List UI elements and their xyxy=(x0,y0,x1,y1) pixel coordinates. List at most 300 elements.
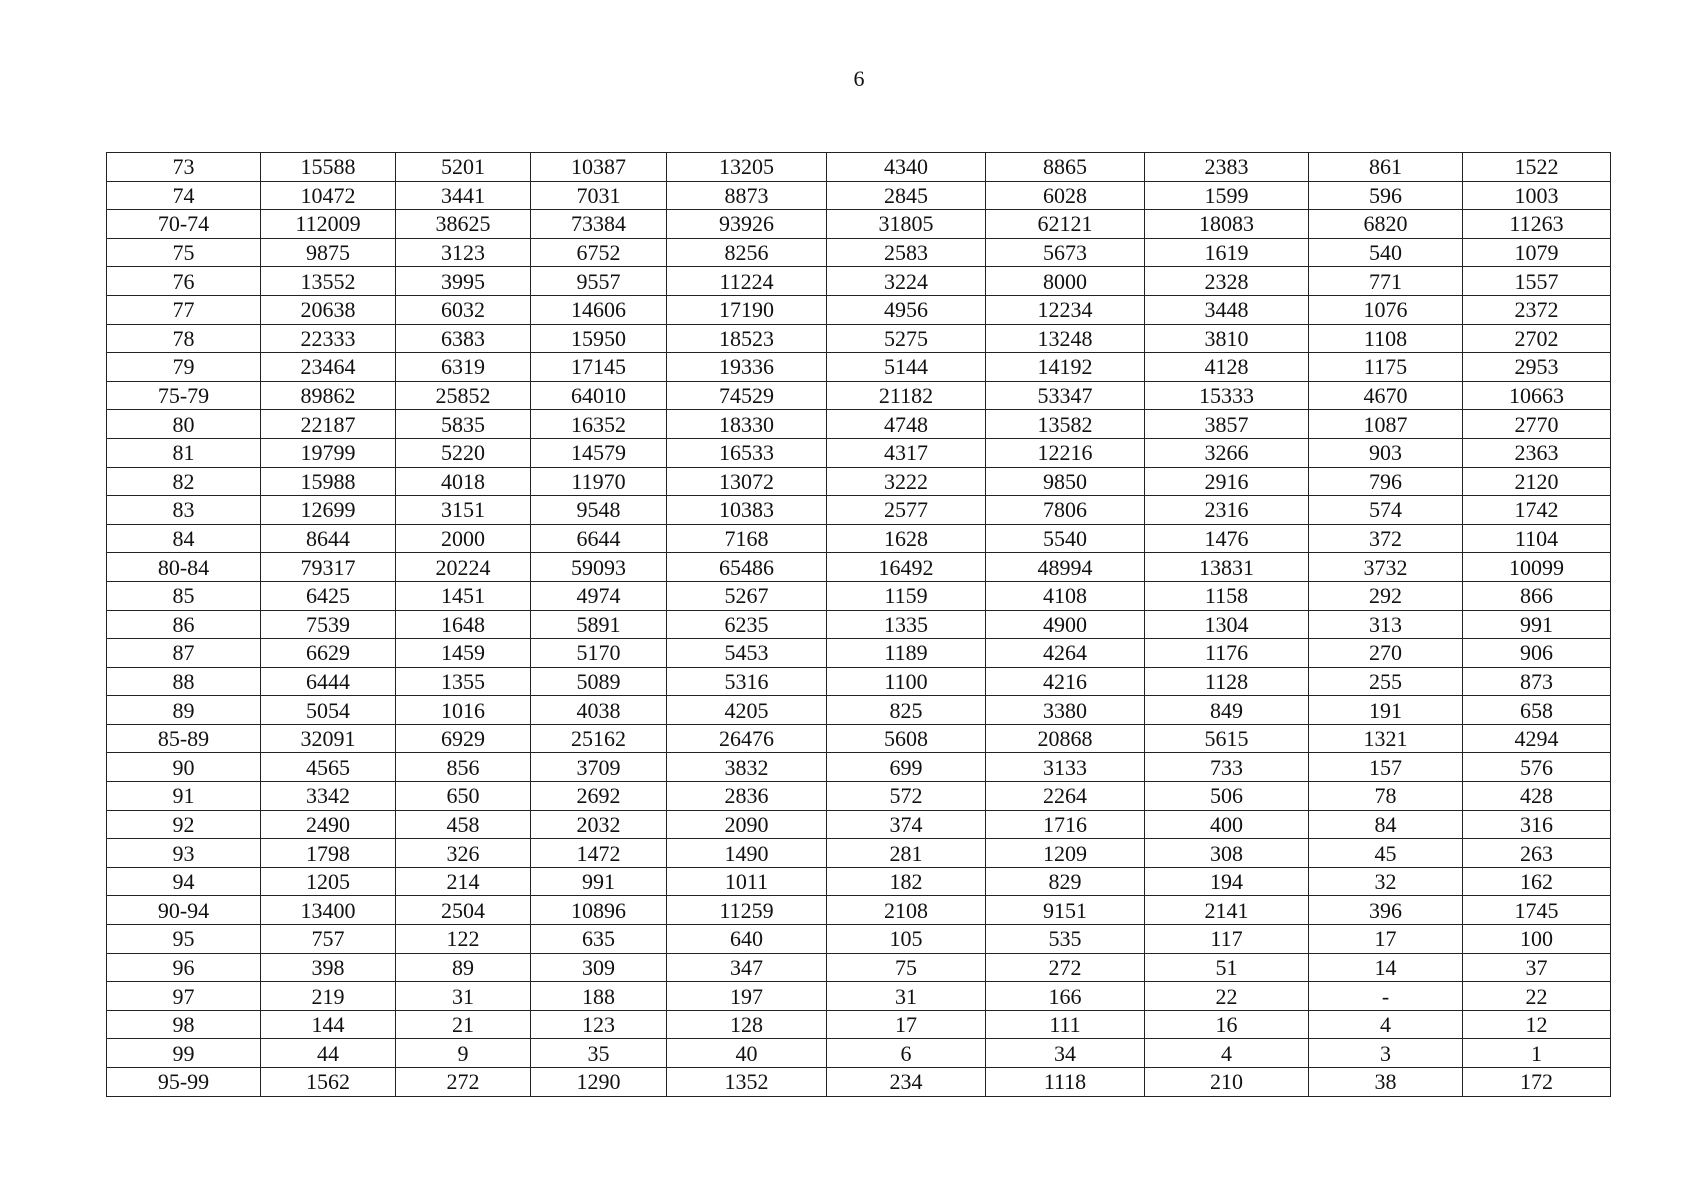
table-cell: 2316 xyxy=(1145,496,1309,525)
age-label-cell: 80 xyxy=(107,410,261,439)
table-cell: 6929 xyxy=(396,724,531,753)
table-cell: 34 xyxy=(986,1039,1145,1068)
table-cell: 1472 xyxy=(531,839,667,868)
table-cell: 37 xyxy=(1463,953,1611,982)
table-cell: 1352 xyxy=(667,1068,827,1097)
table-cell: 17145 xyxy=(531,353,667,382)
age-label-cell: 94 xyxy=(107,867,261,896)
table-cell: 428 xyxy=(1463,782,1611,811)
table-cell: 22 xyxy=(1463,982,1611,1011)
table-cell: 64010 xyxy=(531,381,667,410)
table-cell: 78 xyxy=(1309,782,1463,811)
table-cell: 17 xyxy=(827,1010,986,1039)
table-cell: 74529 xyxy=(667,381,827,410)
age-label-cell: 95-99 xyxy=(107,1068,261,1097)
table-cell: 2504 xyxy=(396,896,531,925)
table-cell: 596 xyxy=(1309,181,1463,210)
age-label-cell: 84 xyxy=(107,524,261,553)
table-cell: 2363 xyxy=(1463,438,1611,467)
table-cell: 45 xyxy=(1309,839,1463,868)
table-cell: 2702 xyxy=(1463,324,1611,353)
table-cell: 6752 xyxy=(531,238,667,267)
table-cell: 4128 xyxy=(1145,353,1309,382)
table-row xyxy=(107,267,1611,296)
table-row xyxy=(107,782,1611,811)
age-label-cell: 78 xyxy=(107,324,261,353)
table-cell: 3832 xyxy=(667,753,827,782)
table-cell: 38 xyxy=(1309,1068,1463,1097)
table-cell: 9875 xyxy=(261,238,396,267)
table-cell: 20638 xyxy=(261,295,396,324)
table-cell: 2264 xyxy=(986,782,1145,811)
table-cell: 374 xyxy=(827,810,986,839)
table-row xyxy=(107,181,1611,210)
table-cell: 2845 xyxy=(827,181,986,210)
table-cell: 576 xyxy=(1463,753,1611,782)
table-cell: 8256 xyxy=(667,238,827,267)
table-cell: 5144 xyxy=(827,353,986,382)
table-cell: 40 xyxy=(667,1039,827,1068)
table-row xyxy=(107,353,1611,382)
table-cell: 89 xyxy=(396,953,531,982)
table-cell: 5453 xyxy=(667,639,827,668)
table-cell: 15950 xyxy=(531,324,667,353)
table-cell: 4317 xyxy=(827,438,986,467)
table-cell: 31 xyxy=(827,982,986,1011)
table-cell: 3857 xyxy=(1145,410,1309,439)
table-cell: 2000 xyxy=(396,524,531,553)
table-cell: 1557 xyxy=(1463,267,1611,296)
table-row xyxy=(107,381,1611,410)
age-label-cell: 95 xyxy=(107,925,261,954)
table-cell: 1003 xyxy=(1463,181,1611,210)
table-row xyxy=(107,324,1611,353)
age-label-cell: 85 xyxy=(107,581,261,610)
table-cell: 11224 xyxy=(667,267,827,296)
table-cell: 25162 xyxy=(531,724,667,753)
table-row xyxy=(107,896,1611,925)
table-cell: 309 xyxy=(531,953,667,982)
table-cell: 2328 xyxy=(1145,267,1309,296)
table-cell: 3222 xyxy=(827,467,986,496)
table-cell: 6 xyxy=(827,1039,986,1068)
table-cell: 234 xyxy=(827,1068,986,1097)
table-cell: 1290 xyxy=(531,1068,667,1097)
age-label-cell: 90-94 xyxy=(107,896,261,925)
table-cell: 191 xyxy=(1309,696,1463,725)
table-cell: 3441 xyxy=(396,181,531,210)
table-cell: 53347 xyxy=(986,381,1145,410)
table-cell: 11259 xyxy=(667,896,827,925)
table-cell: 10663 xyxy=(1463,381,1611,410)
table-row xyxy=(107,753,1611,782)
table-cell: 44 xyxy=(261,1039,396,1068)
age-label-cell: 79 xyxy=(107,353,261,382)
table-cell: 21182 xyxy=(827,381,986,410)
table-cell: 4108 xyxy=(986,581,1145,610)
table-cell: 122 xyxy=(396,925,531,954)
table-cell: 313 xyxy=(1309,610,1463,639)
table-cell: 13072 xyxy=(667,467,827,496)
age-label-cell: 90 xyxy=(107,753,261,782)
table-cell: 51 xyxy=(1145,953,1309,982)
age-label-cell: 83 xyxy=(107,496,261,525)
table-cell: 263 xyxy=(1463,839,1611,868)
table-row xyxy=(107,839,1611,868)
table-cell: 1076 xyxy=(1309,295,1463,324)
table-cell: 4974 xyxy=(531,581,667,610)
table-cell: 10896 xyxy=(531,896,667,925)
age-statistics-table xyxy=(106,152,1611,1097)
table-cell: 32091 xyxy=(261,724,396,753)
table-cell: 19336 xyxy=(667,353,827,382)
table-cell: 2141 xyxy=(1145,896,1309,925)
table-row xyxy=(107,867,1611,896)
table-cell: 16 xyxy=(1145,1010,1309,1039)
age-label-cell: 77 xyxy=(107,295,261,324)
table-cell: 540 xyxy=(1309,238,1463,267)
table-cell: 6319 xyxy=(396,353,531,382)
age-label-cell: 81 xyxy=(107,438,261,467)
table-cell: 1716 xyxy=(986,810,1145,839)
table-cell: 117 xyxy=(1145,925,1309,954)
age-label-cell: 86 xyxy=(107,610,261,639)
table-cell: 4038 xyxy=(531,696,667,725)
table-cell: 4670 xyxy=(1309,381,1463,410)
table-cell: 14 xyxy=(1309,953,1463,982)
table-cell: 2032 xyxy=(531,810,667,839)
table-cell: 7806 xyxy=(986,496,1145,525)
table-cell: 17 xyxy=(1309,925,1463,954)
table-cell: 4205 xyxy=(667,696,827,725)
table-cell: 5540 xyxy=(986,524,1145,553)
table-cell: 2836 xyxy=(667,782,827,811)
table-cell: 10472 xyxy=(261,181,396,210)
table-cell: 1459 xyxy=(396,639,531,668)
table-cell: 100 xyxy=(1463,925,1611,954)
table-cell: 6032 xyxy=(396,295,531,324)
table-cell: 62121 xyxy=(986,210,1145,239)
page-number: 6 xyxy=(853,66,865,91)
table-cell: 1209 xyxy=(986,839,1145,868)
table-cell: 1079 xyxy=(1463,238,1611,267)
table-cell: 5316 xyxy=(667,667,827,696)
table-cell: 3224 xyxy=(827,267,986,296)
table-cell: 3709 xyxy=(531,753,667,782)
table-row xyxy=(107,982,1611,1011)
table-cell: 123 xyxy=(531,1010,667,1039)
table-row xyxy=(107,524,1611,553)
table-cell: 574 xyxy=(1309,496,1463,525)
table-cell: 281 xyxy=(827,839,986,868)
age-label-cell: 93 xyxy=(107,839,261,868)
table-cell: 15988 xyxy=(261,467,396,496)
table-cell: 4216 xyxy=(986,667,1145,696)
table-cell: 906 xyxy=(1463,639,1611,668)
table-cell: 1176 xyxy=(1145,639,1309,668)
table-body xyxy=(107,153,1611,1097)
table-cell: 13205 xyxy=(667,153,827,182)
table-cell: 5673 xyxy=(986,238,1145,267)
table-cell: 21 xyxy=(396,1010,531,1039)
table-cell: 112009 xyxy=(261,210,396,239)
table-cell: 3123 xyxy=(396,238,531,267)
table-cell: 856 xyxy=(396,753,531,782)
table-cell: 14192 xyxy=(986,353,1145,382)
table-cell: 5170 xyxy=(531,639,667,668)
table-cell: 658 xyxy=(1463,696,1611,725)
age-label-cell: 82 xyxy=(107,467,261,496)
table-row xyxy=(107,1068,1611,1097)
table-cell: 9548 xyxy=(531,496,667,525)
table-row xyxy=(107,610,1611,639)
table-cell: 6028 xyxy=(986,181,1145,210)
table-cell: 1628 xyxy=(827,524,986,553)
table-cell: 2692 xyxy=(531,782,667,811)
table-cell: 7168 xyxy=(667,524,827,553)
table-cell: 1599 xyxy=(1145,181,1309,210)
age-label-cell: 74 xyxy=(107,181,261,210)
table-cell: 272 xyxy=(986,953,1145,982)
table-cell: 15588 xyxy=(261,153,396,182)
table-cell: 22 xyxy=(1145,982,1309,1011)
table-cell: 26476 xyxy=(667,724,827,753)
table-cell: 458 xyxy=(396,810,531,839)
table-cell: 13552 xyxy=(261,267,396,296)
age-label-cell: 73 xyxy=(107,153,261,182)
table-cell: 13248 xyxy=(986,324,1145,353)
table-row xyxy=(107,410,1611,439)
age-label-cell: 96 xyxy=(107,953,261,982)
table-cell: 4900 xyxy=(986,610,1145,639)
table-cell: 1798 xyxy=(261,839,396,868)
table-cell: 4294 xyxy=(1463,724,1611,753)
table-cell: 1087 xyxy=(1309,410,1463,439)
age-label-cell: 76 xyxy=(107,267,261,296)
table-cell: 10387 xyxy=(531,153,667,182)
table-cell: 308 xyxy=(1145,839,1309,868)
table-cell: 4565 xyxy=(261,753,396,782)
table-cell: 18330 xyxy=(667,410,827,439)
table-cell: 3151 xyxy=(396,496,531,525)
table-cell: 75 xyxy=(827,953,986,982)
table-cell: 825 xyxy=(827,696,986,725)
table-cell: 1304 xyxy=(1145,610,1309,639)
age-label-cell: 99 xyxy=(107,1039,261,1068)
table-cell: 31805 xyxy=(827,210,986,239)
age-label-cell: 80-84 xyxy=(107,553,261,582)
table-cell: 6383 xyxy=(396,324,531,353)
table-cell: 210 xyxy=(1145,1068,1309,1097)
table-cell: 1 xyxy=(1463,1039,1611,1068)
table-row xyxy=(107,1010,1611,1039)
table-cell: 1522 xyxy=(1463,153,1611,182)
age-label-cell: 92 xyxy=(107,810,261,839)
table-cell: 8000 xyxy=(986,267,1145,296)
table-cell: 188 xyxy=(531,982,667,1011)
table-cell: 15333 xyxy=(1145,381,1309,410)
table-cell: 162 xyxy=(1463,867,1611,896)
table-cell: 18523 xyxy=(667,324,827,353)
table-cell: 4748 xyxy=(827,410,986,439)
table-cell: 903 xyxy=(1309,438,1463,467)
table-row xyxy=(107,553,1611,582)
table-cell: 23464 xyxy=(261,353,396,382)
table-cell: 398 xyxy=(261,953,396,982)
table-cell: 991 xyxy=(1463,610,1611,639)
table-cell: 16352 xyxy=(531,410,667,439)
table-row xyxy=(107,667,1611,696)
table-cell: 272 xyxy=(396,1068,531,1097)
table-cell: 105 xyxy=(827,925,986,954)
table-cell: 13400 xyxy=(261,896,396,925)
table-cell: 9557 xyxy=(531,267,667,296)
table-cell: 699 xyxy=(827,753,986,782)
table-cell: 172 xyxy=(1463,1068,1611,1097)
table-cell: 13582 xyxy=(986,410,1145,439)
table-cell: 5608 xyxy=(827,724,986,753)
table-cell: 3380 xyxy=(986,696,1145,725)
table-cell: 9850 xyxy=(986,467,1145,496)
table-cell: 166 xyxy=(986,982,1145,1011)
table-cell: 1355 xyxy=(396,667,531,696)
table-cell: 31 xyxy=(396,982,531,1011)
table-cell: 3133 xyxy=(986,753,1145,782)
table-row xyxy=(107,153,1611,182)
table-row xyxy=(107,581,1611,610)
table-cell: 16492 xyxy=(827,553,986,582)
table-cell: 1205 xyxy=(261,867,396,896)
table-cell: 535 xyxy=(986,925,1145,954)
table-cell: 2108 xyxy=(827,896,986,925)
table-cell: 1159 xyxy=(827,581,986,610)
table-cell: 635 xyxy=(531,925,667,954)
table-cell: 4264 xyxy=(986,639,1145,668)
table-cell: 14579 xyxy=(531,438,667,467)
table-cell: 79317 xyxy=(261,553,396,582)
table-cell: 796 xyxy=(1309,467,1463,496)
table-cell: 9 xyxy=(396,1039,531,1068)
table-cell: 1742 xyxy=(1463,496,1611,525)
table-row xyxy=(107,953,1611,982)
age-label-cell: 85-89 xyxy=(107,724,261,753)
table-cell: 1108 xyxy=(1309,324,1463,353)
table-cell: 3266 xyxy=(1145,438,1309,467)
table-row xyxy=(107,696,1611,725)
age-label-cell: 97 xyxy=(107,982,261,1011)
table-cell: 13831 xyxy=(1145,553,1309,582)
table-cell: 5220 xyxy=(396,438,531,467)
table-cell: 849 xyxy=(1145,696,1309,725)
age-label-cell: 75-79 xyxy=(107,381,261,410)
table-cell: 506 xyxy=(1145,782,1309,811)
table-cell: 2490 xyxy=(261,810,396,839)
age-label-cell: 98 xyxy=(107,1010,261,1039)
table-cell: 144 xyxy=(261,1010,396,1039)
table-cell: 2583 xyxy=(827,238,986,267)
table-cell: 20868 xyxy=(986,724,1145,753)
table-cell: 1158 xyxy=(1145,581,1309,610)
table-cell: 5275 xyxy=(827,324,986,353)
table-cell: 1562 xyxy=(261,1068,396,1097)
table-cell: 316 xyxy=(1463,810,1611,839)
table-cell: 4 xyxy=(1145,1039,1309,1068)
table-cell: 18083 xyxy=(1145,210,1309,239)
table-cell: 1175 xyxy=(1309,353,1463,382)
table-cell: 6629 xyxy=(261,639,396,668)
age-label-cell: 87 xyxy=(107,639,261,668)
table-cell: 372 xyxy=(1309,524,1463,553)
table-cell: 861 xyxy=(1309,153,1463,182)
table-cell: 5054 xyxy=(261,696,396,725)
table-cell: 3448 xyxy=(1145,295,1309,324)
table-cell: 829 xyxy=(986,867,1145,896)
table-cell: 19799 xyxy=(261,438,396,467)
table-row xyxy=(107,810,1611,839)
table-cell: 20224 xyxy=(396,553,531,582)
table-row xyxy=(107,210,1611,239)
table-cell: 6444 xyxy=(261,667,396,696)
table-cell: 5089 xyxy=(531,667,667,696)
table-cell: 2577 xyxy=(827,496,986,525)
table-cell: 1451 xyxy=(396,581,531,610)
table-cell: 4340 xyxy=(827,153,986,182)
table-cell: 16533 xyxy=(667,438,827,467)
table-cell: 197 xyxy=(667,982,827,1011)
age-label-cell: 91 xyxy=(107,782,261,811)
table-cell: 1648 xyxy=(396,610,531,639)
table-row xyxy=(107,438,1611,467)
table-cell: 9151 xyxy=(986,896,1145,925)
table-cell: 6425 xyxy=(261,581,396,610)
table-cell: 1619 xyxy=(1145,238,1309,267)
table-cell: 128 xyxy=(667,1010,827,1039)
table-cell: 640 xyxy=(667,925,827,954)
table-row xyxy=(107,639,1611,668)
table-cell: 1335 xyxy=(827,610,986,639)
table-cell: 6235 xyxy=(667,610,827,639)
table-cell: 111 xyxy=(986,1010,1145,1039)
table-cell: 8865 xyxy=(986,153,1145,182)
table-cell: 1476 xyxy=(1145,524,1309,553)
table-cell: 5615 xyxy=(1145,724,1309,753)
table-cell: 650 xyxy=(396,782,531,811)
table-cell: 3 xyxy=(1309,1039,1463,1068)
table-cell: 991 xyxy=(531,867,667,896)
table-cell: 757 xyxy=(261,925,396,954)
table-row xyxy=(107,724,1611,753)
table-cell: 11970 xyxy=(531,467,667,496)
table-cell: 2372 xyxy=(1463,295,1611,324)
table-cell: 2120 xyxy=(1463,467,1611,496)
table-cell: 38625 xyxy=(396,210,531,239)
table-cell: 89862 xyxy=(261,381,396,410)
table-cell: 35 xyxy=(531,1039,667,1068)
table-cell: 866 xyxy=(1463,581,1611,610)
table-cell: 2770 xyxy=(1463,410,1611,439)
table-row xyxy=(107,925,1611,954)
table-cell: 8873 xyxy=(667,181,827,210)
table-cell: 733 xyxy=(1145,753,1309,782)
table-cell: 1321 xyxy=(1309,724,1463,753)
table-cell: 1189 xyxy=(827,639,986,668)
table-cell: 11263 xyxy=(1463,210,1611,239)
table-cell: 326 xyxy=(396,839,531,868)
table-cell: 6644 xyxy=(531,524,667,553)
age-label-cell: 75 xyxy=(107,238,261,267)
table-cell: 1011 xyxy=(667,867,827,896)
table-cell: 873 xyxy=(1463,667,1611,696)
